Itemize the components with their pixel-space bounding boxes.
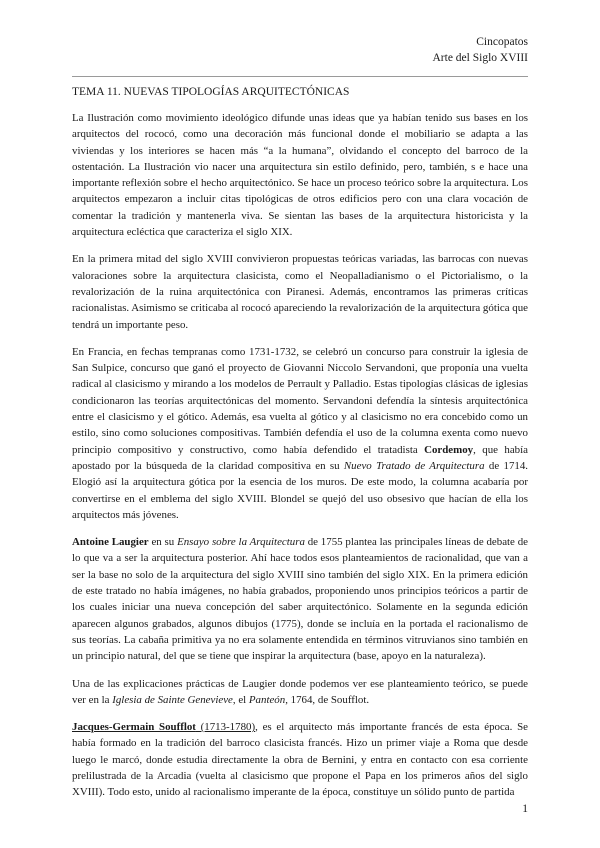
laugier-name: Antoine Laugier: [72, 536, 149, 549]
paragraph-2: En la primera mitad del siglo XVIII convivieron propuestas teóricas variadas, las barrocas con nuevas valoraciones sobre la arquitectura clasicista, como el Neopalladianismo o el Pictorialismo, o la revalorización de la ruina arquitectónica con Piranesi. Además, encontramos las primeras críticas racionalistas. Asimismo se criticaba al rococó apareciendo la revalorización de la arquitectura gótica que tendrá un importante peso.: [72, 253, 528, 331]
cordemoy-book-title: Nuevo Tratado de Arquitectura: [343, 459, 485, 472]
soufflot-dates: (1713-1780): [195, 721, 256, 734]
pantheon-title: Panteón: [248, 693, 286, 706]
paragraph-5: [72, 676, 528, 709]
document-body: [72, 86, 528, 812]
paragraph-6: [72, 719, 528, 800]
soufflot-name: Jacques-Germain Soufflot: [72, 721, 196, 734]
paragraph-4: [72, 534, 528, 664]
sainte-genevieve-title: Iglesia de Sainte Genevieve: [112, 693, 233, 706]
p5-text-b: , el: [232, 693, 249, 706]
p6-text-a: , es el arquitecto más importante francés de esta época. Se había formado en la tradición del barroco clasicista francés. Hizo un primer viaje a Roma que desde luego le marcó, donde estudia directamente la obra de Bernini, y entra en contacto con esa corriente prelilustrada de la Arcadia (vuelta al clasicismo que propone el Papa en los primeros años del siglo XVIII). Todo esto, unido al racionalismo imperante de la época, constituye un sólido punto de partida: [72, 721, 528, 799]
laugier-book-title: Ensayo sobre la Arquitectura: [177, 536, 305, 549]
header-course: Arte del Siglo XVIII: [432, 52, 528, 64]
cordemoy-name: Cordemoy: [424, 443, 474, 456]
p5-text-a: Una de las explicaciones prácticas de Laugier donde podemos ver ese planteamiento teórico, se puede ver en la: [72, 677, 528, 706]
page-header: [433, 34, 529, 66]
p3-text-c: de 1714. Elogió así la arquitectura gótica por la esencia de los muros. De este modo, la columna acabaría por convertirse en el emblema del siglo XVIII. Blondel se quejó del uso obsesivo que hacían de ella los arquitectos más jóvenes.: [72, 459, 529, 521]
p3-text-b: , que había apostado por la búsqueda de la claridad compositiva en su: [72, 443, 528, 472]
p3-text-a: En Francia, en fechas tempranas como 1731-1732, se celebró un concurso para construir la iglesia de San Sulpice, concurso que ganó el proyecto de Giovanni Niccolo Servandoni, que proponía una vuelta radical al clasicismo y mirando a los modelos de Perrault y Palladio. Estas tipologías clásicas de iglesias condicionaron las teorías arquitectónicas del momento. Servandoni defendía la síntesis arquitectónica entre el clasicismo y el gótico. Además, esa vuelta al gótico y al clasicismo no era concebido como un estilo, sino como soluciones compositivas. También defendía el uso de la columna exenta como nuevo principio compositivo y constructivo, como había defendido el tratadista: [72, 345, 528, 456]
header-rule: [72, 76, 528, 77]
p4-text-a: en su: [148, 536, 178, 549]
section-title: TEMA 11. NUEVAS TIPOLOGÍAS ARQUITECTÓNICAS: [72, 86, 350, 98]
page-number: 1: [522, 803, 528, 815]
p5-text-c: , 1764, de Soufflot.: [285, 693, 370, 706]
header-author: Cincopatos: [476, 36, 528, 48]
paragraph-1: La Ilustración como movimiento ideológico difunde unas ideas que ya habían tenido sus bases en los arquitectos del rococó, como una decoración más funcional donde el mobiliario se adapta a las viviendas y los interiores se hacen más “a la humana”, olvidando el concepto del barroco de la ostentación. La Ilustración vio nacer una arquitectura sin estilo definido, pero, también, s e hace una importante reflexión sobre el hecho arquitectónico. Se hace un proceso teórico sobre la arquitectura. Los arquitectos empezaron a incluir citas tipológicas de otros edificios pero con una clara vocación de comentar la tradición y mantenerla viva. Se sientan las bases de la arquitectura historicista y la arquitectura ecléctica que caracteriza el siglo XIX.: [72, 112, 528, 239]
p4-text-b: de 1755 plantea las principales líneas de debate de lo que va a ser la arquitectura posterior. Ahí hace todos esos planteamientos de racionalidad, que van a ser la base no solo de la arquitectura del siglo XVIII sino también del siglo XIX. En la primera edición de este tratado no había imágenes, no había grabados, proponiendo unos principios teóricos a partir de los cuales iniciar una nueva concepción del saber arquitectónico. Solamente en la segunda edición aparecen algunos grabados, algunos dibujos (1775), donde se incluía en la portada el racionalismo de sus teorías. La cabaña primitiva ya no era solamente entendida en términos vitruvianos sino también en un principio natural, del que se tiene que inspirar la arquitectura (base, apoyo en la naturaleza).: [72, 536, 528, 663]
paragraph-3: [72, 344, 528, 523]
